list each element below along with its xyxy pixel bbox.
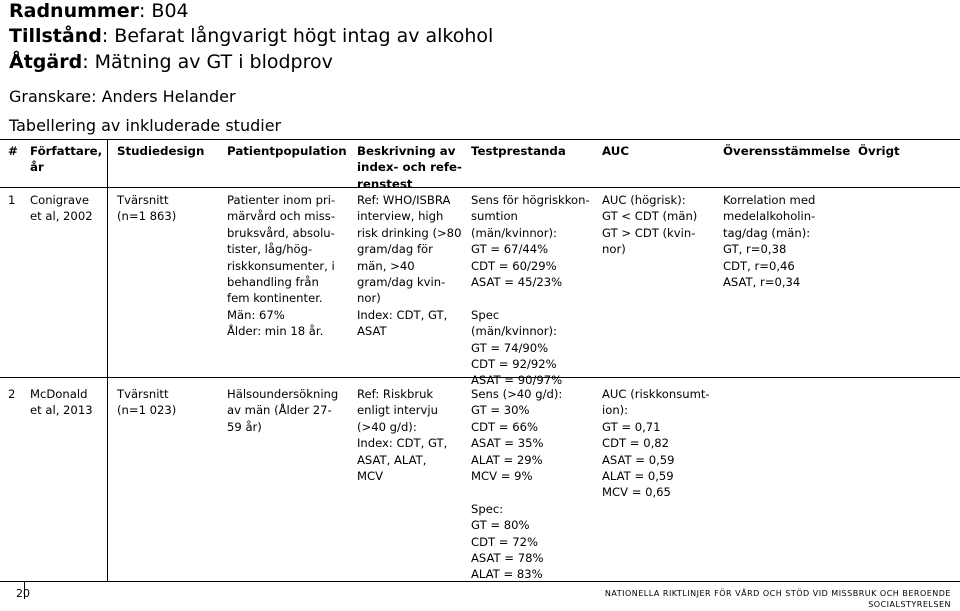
cell-auc: AUC (riskkonsumt- ion): GT = 0,71 CDT = 0,82 ASAT = 0,59 ALAT = 0,59 MCV = 0,65	[602, 387, 710, 500]
header-author: Författare, år	[30, 144, 103, 175]
intervention-label: Åtgärd	[9, 51, 83, 73]
table-top-rule	[0, 139, 960, 140]
page-number: 20	[16, 587, 30, 600]
record-number-value: : B04	[138, 0, 189, 22]
condition-label: Tillstånd	[9, 25, 102, 47]
intervention	[9, 53, 333, 72]
cell-design: Tvärsnitt (n=1 023)	[117, 387, 177, 418]
header-bottom-rule	[0, 187, 960, 188]
cell-author: McDonald et al, 2013	[30, 387, 93, 418]
record-number-label: Radnummer	[9, 0, 139, 22]
footer-publisher: SOCIALSTYRELSEN	[868, 600, 951, 609]
header-design: Studiedesign	[117, 144, 205, 158]
header-other: Övrigt	[858, 144, 900, 158]
cell-population: Patienter inom pri- märvård och miss- bruksvård, absolu- tister, låg/hög- riskkonsumenter, i behandling från fem kontinenter. Män: 67% Ålder: min 18 år.	[227, 193, 336, 339]
header-agreement: Överensstämmelse	[723, 144, 851, 158]
cell-design: Tvärsnitt (n=1 863)	[117, 193, 177, 224]
header-num: #	[8, 144, 18, 158]
cell-num: 2	[8, 387, 16, 401]
cell-author: Conigrave et al, 2002	[30, 193, 93, 224]
intervention-value: : Mätning av GT i blodprov	[82, 51, 333, 73]
condition	[9, 27, 493, 46]
header-population: Patientpopulation	[227, 144, 347, 158]
column-divider	[107, 139, 108, 581]
cell-index: Ref: Riskbruk enligt intervju (>40 g/d): Index: CDT, GT, ASAT, ALAT, MCV	[357, 387, 448, 484]
table-subtitle: Tabellering av inkluderade studier	[9, 116, 282, 135]
header-performance: Testprestanda	[471, 144, 566, 158]
cell-population: Hälsoundersökning av män (Ålder 27- 59 år)	[227, 387, 339, 434]
cell-auc: AUC (högrisk): GT < CDT (män) GT > CDT (kvin- nor)	[602, 193, 698, 257]
record-number	[9, 2, 189, 21]
cell-agreement: Korrelation med medelalkoholin- tag/dag (män): GT, r=0,38 CDT, r=0,46 ASAT, r=0,34	[723, 193, 816, 290]
cell-performance: Sens (>40 g/d): GT = 30% CDT = 66% ASAT = 35% ALAT = 29% MCV = 9% Spec: GT = 80% CDT = 72% ASAT = 78% ALAT = 83%	[471, 387, 563, 582]
reviewer: Granskare: Anders Helander	[9, 87, 236, 106]
header-index: Beskrivning av index- och refe- renstest	[357, 144, 462, 191]
cell-num: 1	[8, 193, 16, 207]
header-auc: AUC	[602, 144, 630, 158]
condition-value: : Befarat långvarigt högt intag av alkohol	[101, 25, 494, 47]
footer-publication: NATIONELLA RIKTLINJER FÖR VÅRD OCH STÖD VID MISSBRUK OCH BEROENDE	[604, 589, 951, 598]
cell-index: Ref: WHO/ISBRA interview, high risk drinking (>80 gram/dag för män, >40 gram/dag kvin- nor) Index: CDT, GT, ASAT	[357, 193, 462, 339]
cell-performance: Sens för högriskkon- sumtion (män/kvinnor): GT = 67/44% CDT = 60/29% ASAT = 45/23% Spec (män/kvinnor): GT = 74/90% CDT = 92/92% ASAT = 90/97%	[471, 193, 590, 388]
